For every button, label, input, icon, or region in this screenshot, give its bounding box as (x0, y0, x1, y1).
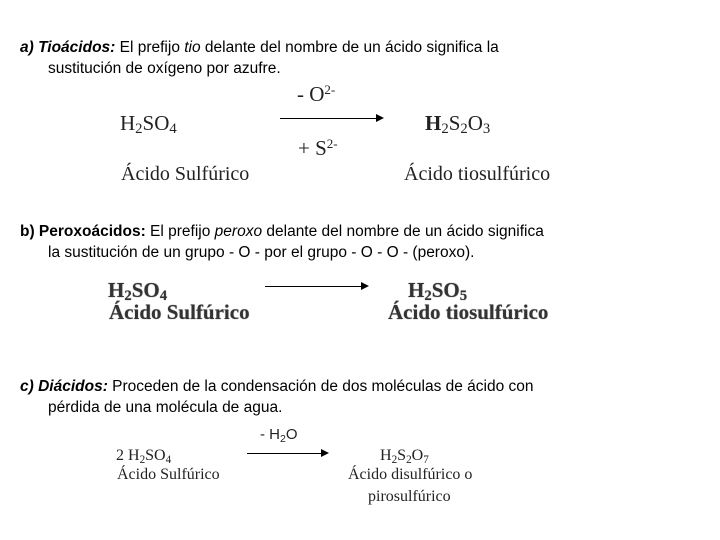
section-a-text-2: delante del nombre de un ácido significa la (200, 39, 499, 56)
section-c-label: c) Diácidos: (20, 378, 108, 395)
section-c-product-formula: $H_2S_2O_7$ (380, 447, 429, 466)
section-c-reactant-name: Ácido Sulfúrico (117, 466, 220, 483)
section-a-removed-ion (297, 82, 335, 107)
section-a-text-1: El prefijo (115, 39, 185, 56)
added-ion-symbol: S (315, 136, 327, 160)
section-a-reactant-name: Ácido Sulfúrico (121, 163, 250, 185)
section-b-reactant-name: Ácido Sulfúrico (109, 300, 250, 324)
removed-ion-symbol: O (309, 82, 325, 106)
added-sign: + (298, 136, 310, 160)
removed-sign: - (297, 82, 304, 106)
section-b-reactant-formula: $H_2SO_4$ (108, 278, 168, 304)
section-c-product-name-2: pirosulfúrico (368, 488, 451, 505)
section-b-product-name: Ácido tiosulfúrico (388, 300, 549, 324)
section-b-emph: peroxo (214, 223, 263, 240)
section-a-arrow (280, 118, 382, 119)
section-c-text-1: Proceden de la condensación de dos moléculas de ácido con (107, 378, 534, 395)
section-b-label: b) Peroxoácidos: (20, 223, 146, 240)
section-a-line-2: sustitución de oxígeno por azufre. (48, 60, 281, 77)
section-a-product-formula: $H_2S_2O_3$ (425, 111, 491, 137)
section-a-product-name: Ácido tiosulfúrico (404, 163, 551, 185)
section-b-arrow (265, 286, 367, 287)
section-c-arrow (247, 453, 327, 454)
section-a-paragraph (20, 37, 680, 79)
section-b-paragraph (20, 221, 680, 263)
section-b-line-2: la sustitución de un grupo - O - por el grupo - O - O - (peroxo). (48, 244, 475, 261)
section-a-emph: tio (184, 39, 201, 56)
section-b-text-1: El prefijo (145, 223, 215, 240)
section-b-text-2: delante del nombre de un ácido significa (262, 223, 544, 240)
section-a-reactant-formula: $H_2SO_4$ (120, 111, 177, 137)
section-a-label: a) Tioácidos: (20, 39, 116, 56)
removed-ion-charge: 2- (324, 82, 336, 97)
section-c-paragraph (20, 376, 680, 418)
section-c-product-name-1: Ácido disulfúrico o (348, 466, 473, 483)
section-c-line-2: pérdida de una molécula de agua. (48, 399, 283, 416)
added-ion-charge: 2- (326, 136, 338, 151)
section-c-reactant-formula: 2 $H_2SO_4$ (116, 447, 172, 466)
section-c-water-removed: - $H_2O$ (260, 426, 298, 445)
section-b-product-formula: $H_2SO_5$ (408, 278, 468, 304)
section-a-added-ion (298, 136, 338, 161)
